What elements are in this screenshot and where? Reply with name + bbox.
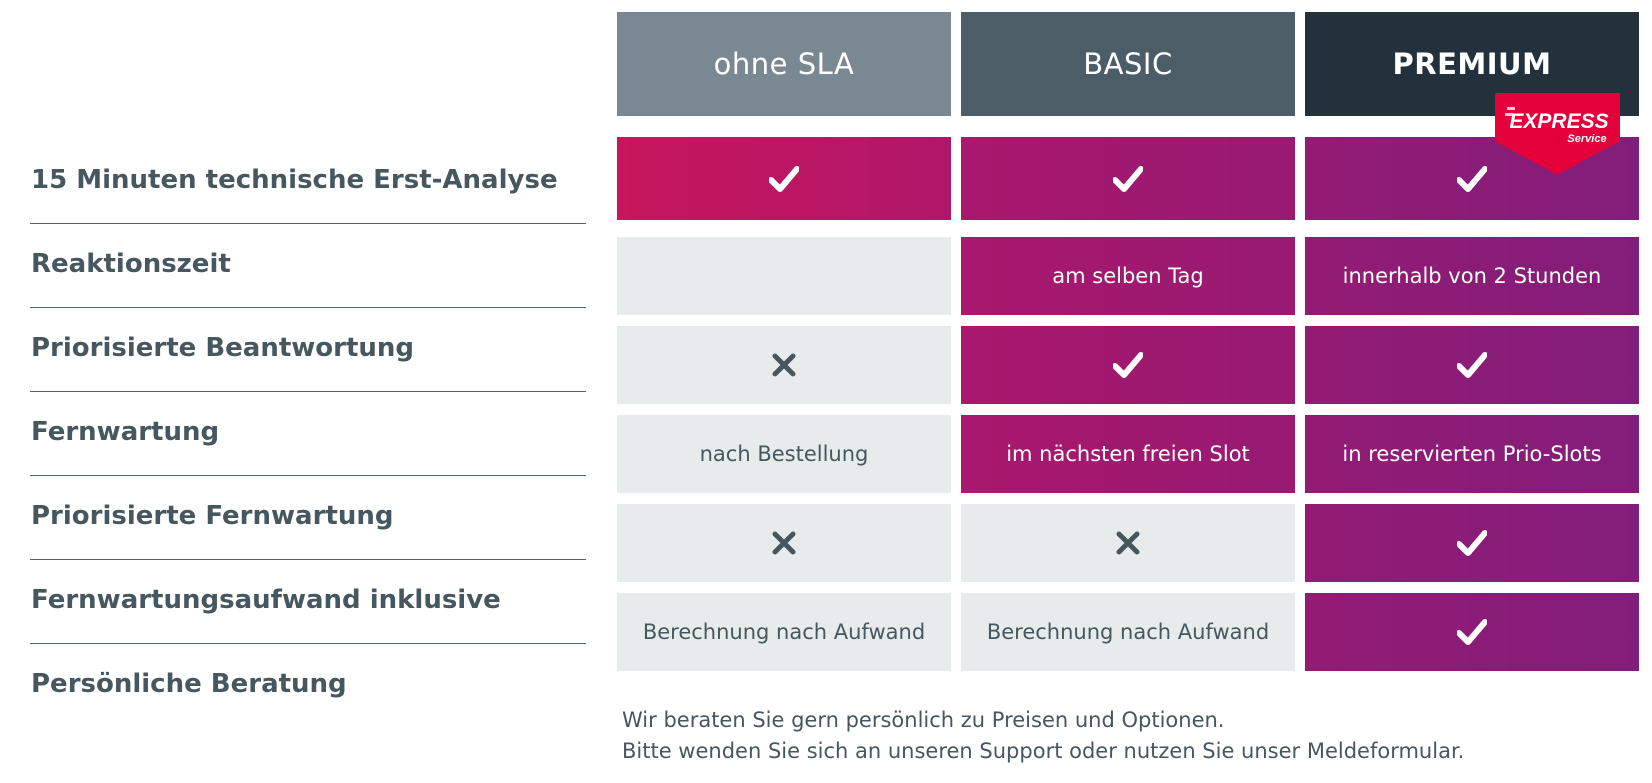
check-icon xyxy=(1457,530,1487,556)
check-icon xyxy=(1457,166,1487,192)
cell-erst-analyse-basic xyxy=(961,137,1295,220)
column-header-label: PREMIUM xyxy=(1392,47,1552,81)
row-label-priorisierte-beantwortung: Priorisierte Beantwortung xyxy=(30,304,586,392)
column-header-label: BASIC xyxy=(1083,47,1173,81)
row-label-persoenliche-beratung: Persönliche Beratung xyxy=(31,669,347,699)
cell-fernwartung-basic: im nächsten freien Slot xyxy=(961,415,1295,493)
cell-prio-fernwartung-premium xyxy=(1305,504,1639,582)
cross-icon xyxy=(772,531,796,555)
cross-icon xyxy=(772,353,796,377)
consultation-note xyxy=(622,705,1622,767)
row-label-reaktionszeit: Reaktionszeit xyxy=(30,220,586,308)
cell-beantwortung-premium xyxy=(1305,326,1639,404)
cell-beantwortung-ohne-sla xyxy=(617,326,951,404)
cell-reaktionszeit-basic: am selben Tag xyxy=(961,237,1295,315)
row-label-erst-analyse: 15 Minuten technische Erst-Analyse xyxy=(30,136,586,224)
row-label-priorisierte-fernwartung: Priorisierte Fernwartung xyxy=(30,472,586,560)
check-icon xyxy=(1457,352,1487,378)
column-header-label: ohne SLA xyxy=(713,47,855,81)
cell-prio-fernwartung-ohne-sla xyxy=(617,504,951,582)
cross-icon xyxy=(1116,531,1140,555)
cell-aufwand-basic: Berechnung nach Aufwand xyxy=(961,593,1295,671)
cell-fernwartung-ohne-sla: nach Bestellung xyxy=(617,415,951,493)
check-icon xyxy=(1457,619,1487,645)
check-icon xyxy=(769,166,799,192)
check-icon xyxy=(1113,166,1143,192)
row-label-fernwartungsaufwand: Fernwartungsaufwand inklusive xyxy=(30,556,586,644)
cell-fernwartung-premium: in reservierten Prio-Slots xyxy=(1305,415,1639,493)
express-badge-title: EXPRESS xyxy=(1509,110,1609,133)
column-header-basic xyxy=(961,12,1295,116)
cell-prio-fernwartung-basic xyxy=(961,504,1295,582)
cell-reaktionszeit-ohne-sla xyxy=(617,237,951,315)
cell-beantwortung-basic xyxy=(961,326,1295,404)
cell-aufwand-ohne-sla: Berechnung nach Aufwand xyxy=(617,593,951,671)
row-label-fernwartung: Fernwartung xyxy=(30,388,586,476)
express-service-badge xyxy=(1495,93,1620,175)
consultation-line-2: Bitte wenden Sie sich an unseren Support oder nutzen Sie unser Meldeformular. xyxy=(622,739,1465,763)
cell-reaktionszeit-premium: innerhalb von 2 Stunden xyxy=(1305,237,1639,315)
column-header-ohne-sla xyxy=(617,12,951,116)
cell-aufwand-premium xyxy=(1305,593,1639,671)
express-badge-subtitle: Service xyxy=(1567,133,1607,145)
check-icon xyxy=(1113,352,1143,378)
cell-erst-analyse-ohne-sla xyxy=(617,137,951,220)
consultation-line-1: Wir beraten Sie gern persönlich zu Preisen und Optionen. xyxy=(622,708,1225,732)
